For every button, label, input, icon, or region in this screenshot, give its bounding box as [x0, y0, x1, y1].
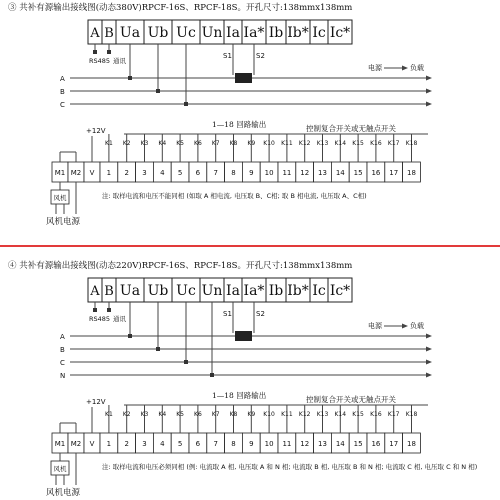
connection-dot [210, 373, 214, 377]
k-label: K16 [370, 140, 382, 147]
k-label: K18 [405, 140, 418, 147]
source-label: 电源 [368, 322, 382, 330]
output-terminal-label: M2 [70, 440, 82, 448]
output-terminal-label: M2 [70, 169, 82, 177]
output-terminal-label: 15 [353, 440, 363, 448]
output-terminal-label: 1 [106, 169, 112, 177]
k-label: K3 [140, 140, 149, 147]
v12-label: +12V [86, 127, 106, 135]
k-label: K9 [247, 411, 256, 418]
k-label: K13 [316, 140, 329, 147]
k-label: K11 [281, 140, 293, 147]
k-label: K12 [298, 411, 311, 418]
terminal-label: Uc [176, 283, 196, 299]
phase-arrow [426, 347, 432, 352]
output-terminal-label: 18 [407, 440, 416, 448]
switch-label: 控制复合开关或无触点开关 [306, 395, 396, 404]
output-terminal-label: 4 [160, 169, 165, 177]
k-label: K3 [140, 411, 149, 418]
k-label: K2 [122, 411, 131, 418]
connection-dot [156, 89, 160, 93]
phase-arrow [426, 76, 432, 81]
k-label: K4 [158, 140, 167, 147]
v12-label: +12V [86, 398, 106, 406]
phase-label: A [60, 75, 65, 83]
terminal-label: B [104, 284, 114, 299]
terminal-label: Ua [119, 283, 141, 299]
output-terminal-label: 10 [264, 169, 274, 177]
output-terminal-label: 6 [195, 169, 201, 177]
rs485-label: RS485 [89, 57, 111, 65]
output-terminal-label: 17 [389, 440, 399, 448]
output-terminal-label: 8 [231, 440, 236, 448]
note-text: 注: 取样电流和电压必须同相 (例: 电流取 A 相, 电压取 A 和 N 相; 电流取 B 相, 电压取 B 和 N 相; 电流取 C 相, 电压取 C 和 N 相) [102, 463, 478, 471]
ct-s2-label: S2 [256, 52, 265, 60]
outputs-label: 1—18 回路输出 [212, 120, 267, 129]
k-label: K5 [176, 411, 184, 418]
k-label: K13 [316, 411, 329, 418]
k-label: K17 [387, 140, 400, 147]
fan-label: 风机 [53, 194, 67, 202]
output-terminal-label: 9 [249, 440, 254, 448]
k-label: K10 [263, 411, 275, 418]
output-terminal-label: 12 [300, 440, 310, 448]
fan-power-label: 风机电源 [46, 488, 81, 498]
output-terminal-label: V [89, 169, 95, 177]
terminal-label: Ia [226, 283, 240, 299]
output-terminal-label: 2 [124, 169, 129, 177]
k-label: K16 [370, 411, 382, 418]
k-label: K12 [298, 140, 311, 147]
output-terminal-label: 3 [142, 169, 147, 177]
output-terminal-label: M1 [54, 440, 66, 448]
terminal-label: Ub [147, 283, 169, 299]
output-terminal-label: 8 [231, 169, 236, 177]
ct-s1-label: S1 [223, 310, 232, 318]
terminal-label: Un [201, 283, 223, 299]
connection-dot [184, 360, 188, 364]
output-terminal-label: M1 [54, 169, 66, 177]
k-label: K14 [334, 140, 347, 147]
output-terminal-label: 6 [195, 440, 201, 448]
output-terminal-label: 5 [177, 169, 183, 177]
connection-dot [184, 102, 188, 106]
output-terminal-label: 7 [213, 440, 218, 448]
section-2 [8, 260, 477, 498]
phase-arrow [426, 360, 432, 365]
k-label: K10 [263, 140, 275, 147]
connection-dot [93, 50, 97, 54]
output-terminal-label: 14 [335, 169, 345, 177]
phase-label: C [60, 359, 65, 367]
output-terminal-label: 1 [106, 440, 112, 448]
k-label: K15 [352, 411, 364, 418]
k-label: K7 [211, 140, 220, 147]
connection-dot [93, 308, 97, 312]
k-label: K1 [105, 140, 113, 147]
terminal-label: Uc [176, 25, 196, 41]
phase-arrow [426, 89, 432, 94]
outputs-label: 1—18 回路输出 [212, 391, 267, 400]
current-transformer [235, 331, 252, 341]
output-terminal-label: 13 [318, 440, 327, 448]
output-terminal-label: 16 [371, 169, 381, 177]
phase-label: C [60, 101, 65, 109]
fan-label: 风机 [53, 465, 67, 473]
connection-dot [107, 50, 111, 54]
k-label: K2 [122, 140, 131, 147]
connection-dot [107, 308, 111, 312]
output-terminal-label: 5 [177, 440, 183, 448]
k-label: K4 [158, 411, 167, 418]
output-terminal-label: 4 [160, 440, 165, 448]
k-label: K5 [176, 140, 184, 147]
source-label: 电源 [368, 64, 382, 72]
current-transformer [235, 73, 252, 83]
section-title: ③ 共补有源输出接线图(动态380V)RPCF-16S、RPCF-18S。开孔尺寸:138mmx138mm [8, 3, 353, 13]
section-title: ④ 共补有源输出接线图(动态220V)RPCF-16S、RPCF-18S。开孔尺寸:138mmx138mm [8, 261, 353, 271]
ct-s2-label: S2 [256, 310, 265, 318]
output-terminal-label: 12 [300, 169, 310, 177]
direction-arrow-head [402, 324, 408, 329]
switch-label: 控制复合开关或无触点开关 [306, 124, 396, 133]
connection-dot [156, 347, 160, 351]
comm-label: 通讯 [113, 57, 126, 65]
phase-label: A [60, 333, 65, 341]
note-text: 注: 取样电流和电压不能同相 (如取 A 相电流, 电压取 B、C相; 取 B 相电流, 电压取 A、C相) [102, 192, 367, 200]
terminal-label: Ic* [329, 25, 351, 41]
k-label: K14 [334, 411, 347, 418]
connection-dot [128, 76, 132, 80]
phase-label: B [60, 88, 65, 96]
comm-label: 通讯 [113, 315, 126, 323]
output-terminal-label: 11 [282, 169, 292, 177]
terminal-label: Ub [147, 25, 169, 41]
k-label: K15 [352, 140, 364, 147]
fan-power-label: 风机电源 [46, 217, 81, 227]
k-label: K17 [387, 411, 400, 418]
load-label: 负载 [410, 322, 424, 330]
connection-dot [128, 334, 132, 338]
terminal-label: Ia* [243, 283, 265, 299]
output-terminal-label: V [89, 440, 95, 448]
section-1 [8, 2, 432, 227]
phase-label: B [60, 346, 65, 354]
terminal-label: Ib* [287, 283, 309, 299]
load-label: 负载 [410, 64, 424, 72]
terminal-label: A [90, 284, 100, 299]
output-terminal-label: 18 [407, 169, 416, 177]
k-label: K1 [105, 411, 113, 418]
k-label: K8 [229, 411, 238, 418]
terminal-label: Ib [268, 283, 284, 299]
output-terminal-label: 7 [213, 169, 218, 177]
terminal-label: B [104, 26, 114, 41]
terminal-label: Ic [312, 283, 326, 299]
output-terminal-label: 15 [353, 169, 363, 177]
terminal-label: Ic [312, 25, 326, 41]
rs485-label: RS485 [89, 315, 111, 323]
phase-arrow [426, 334, 432, 339]
k-label: K11 [281, 411, 293, 418]
output-terminal-label: 17 [389, 169, 399, 177]
terminal-label: Ia* [243, 25, 265, 41]
ct-s1-label: S1 [223, 52, 232, 60]
direction-arrow-head [402, 66, 408, 71]
output-terminal-label: 9 [249, 169, 254, 177]
output-terminal-label: 2 [124, 440, 129, 448]
phase-label: N [60, 372, 66, 380]
output-terminal-label: 3 [142, 440, 147, 448]
k-label: K7 [211, 411, 220, 418]
k-label: K8 [229, 140, 238, 147]
k-label: K18 [405, 411, 418, 418]
output-terminal-label: 10 [264, 440, 274, 448]
terminal-label: A [90, 26, 100, 41]
k-label: K6 [194, 411, 202, 418]
k-label: K6 [194, 140, 202, 147]
output-terminal-label: 14 [335, 440, 345, 448]
phase-arrow [426, 373, 432, 378]
terminal-label: Un [201, 25, 223, 41]
terminal-label: Ib [268, 25, 284, 41]
terminal-label: Ia [226, 25, 240, 41]
output-terminal-label: 13 [318, 169, 327, 177]
output-terminal-label: 16 [371, 440, 381, 448]
terminal-label: Ua [119, 25, 141, 41]
output-terminal-label: 11 [282, 440, 292, 448]
terminal-label: Ib* [287, 25, 309, 41]
phase-arrow [426, 102, 432, 107]
terminal-label: Ic* [329, 283, 351, 299]
k-label: K9 [247, 140, 256, 147]
